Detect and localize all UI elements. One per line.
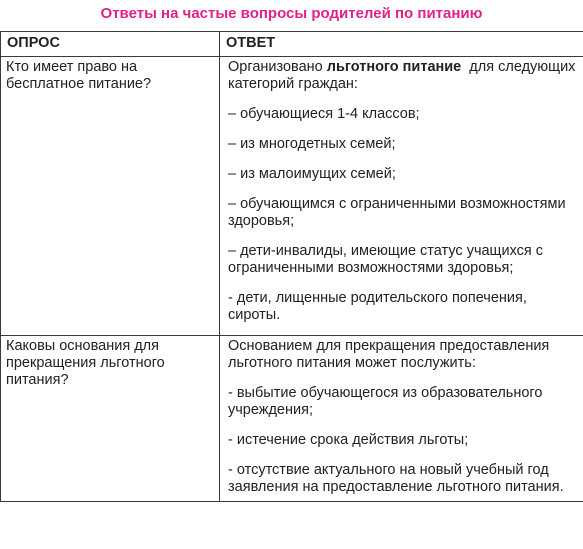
list-item: – из многодетных семей; <box>228 136 396 152</box>
list-item: - выбытие обучающегося из образовательного учреждения; <box>228 385 543 418</box>
list-item: - истечение срока действия льготы; <box>228 432 469 448</box>
table-row <box>1 57 583 336</box>
page-title: Ответы на частые вопросы родителей по питанию <box>100 5 483 22</box>
answer-intro: Основанием для прекращения предоставления льготного питания может послужить: <box>228 338 550 371</box>
list-item: – обучающиеся 1-4 классов; <box>228 106 420 122</box>
list-item: - дети, лищенные родительского попечения, сироты. <box>228 290 527 323</box>
answer-cell <box>220 57 583 336</box>
table-header-row <box>1 32 583 57</box>
list-item: - отсутствие актуального на новый учебный год заявления на предоставление льготного питания. <box>228 462 564 495</box>
question-cell: Каковы основания для прекращения льготного питания? <box>1 336 220 502</box>
question-cell: Кто имеет право на бесплатное питание? <box>1 57 220 336</box>
header-question: ОПРОС <box>1 32 220 57</box>
intro-text-tail: для следующих категорий граждан: <box>228 59 580 92</box>
intro-bold-text: льготного питание <box>326 59 462 75</box>
faq-table <box>0 31 583 502</box>
list-item: – обучающимся с ограниченными возможностями здоровья; <box>228 196 566 229</box>
intro-text: Организовано <box>228 59 327 75</box>
answer-cell <box>220 336 583 502</box>
header-answer: ОТВЕТ <box>220 32 583 57</box>
list-item: – дети-инвалиды, имеющие статус учащихся с ограниченными возможностями здоровья; <box>228 243 544 276</box>
list-item: – из малоимущих семей; <box>228 166 396 182</box>
answer-intro <box>228 59 580 93</box>
table-row <box>1 336 583 502</box>
